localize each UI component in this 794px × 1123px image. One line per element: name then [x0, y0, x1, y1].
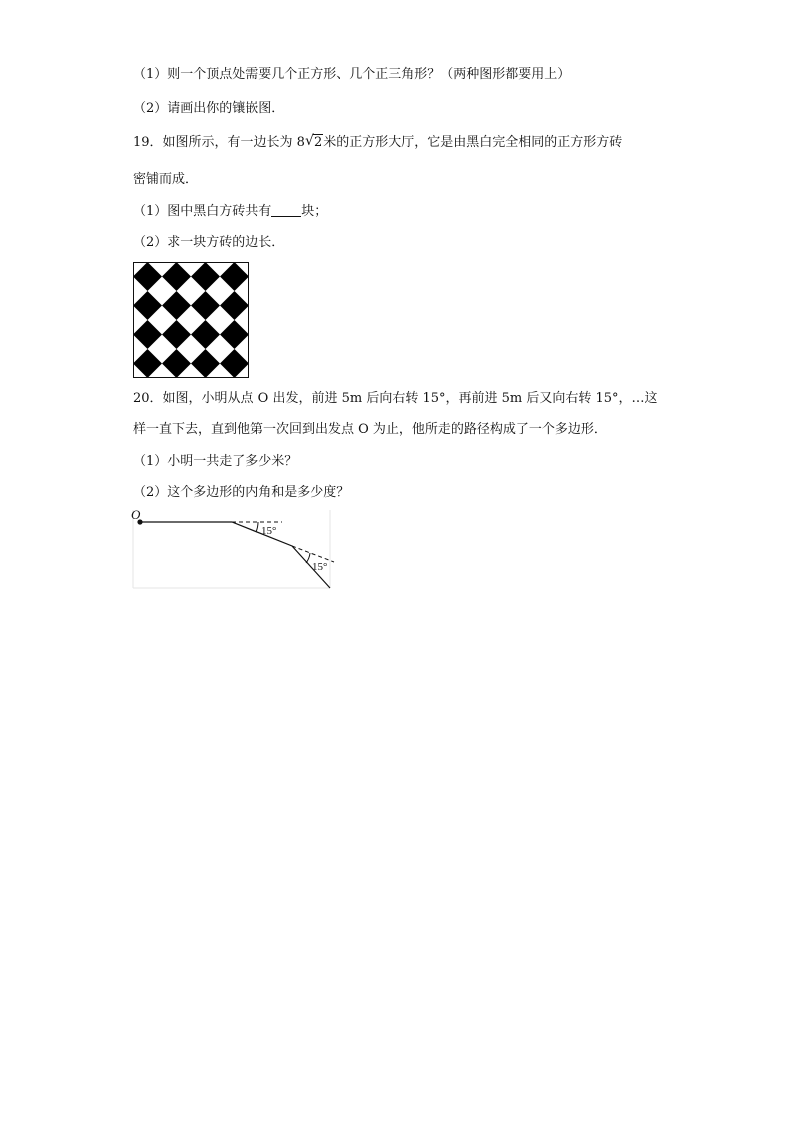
sqrt-symbol: √ 2	[304, 133, 323, 150]
black-tile	[220, 262, 249, 291]
q19-part1-b: 块；	[301, 204, 328, 219]
q20-part1: （1）小明一共走了多少米？	[133, 454, 298, 469]
black-tile	[191, 320, 220, 349]
black-tile	[191, 291, 220, 320]
angle-label-1: 15°	[261, 525, 277, 537]
answer-blank	[271, 203, 301, 217]
black-tile	[220, 320, 249, 349]
q19-statement	[133, 134, 622, 152]
black-tile	[220, 291, 249, 320]
angle-label-2: 15°	[312, 561, 328, 573]
black-tile	[162, 320, 191, 349]
black-tile	[133, 262, 162, 291]
black-tile	[133, 320, 162, 349]
q19-part1	[133, 203, 327, 221]
q20-line1: 20．如图，小明从点 O 出发，前进 5m 后向右转 15°，再前进 5m 后又向右转 15°，…这	[133, 391, 658, 406]
black-tile	[133, 349, 162, 378]
q18-part1: （1）则一个顶点处需要几个正方形、几个正三角形？（两种图形都要用上）	[133, 67, 571, 82]
q18-part2: （2）请画出你的镶嵌图．	[133, 101, 285, 116]
q19-text-a: 19．如图所示，有一边长为 8	[133, 135, 305, 150]
walk-path	[140, 522, 330, 588]
black-tile	[162, 349, 191, 378]
q19-part1-a: （1）图中黑白方砖共有	[133, 204, 272, 219]
q19-text-b: 米的正方形大厅，它是由黑白完全相同的正方形方砖	[323, 135, 623, 150]
black-tile	[162, 291, 191, 320]
q20-line2: 样一直下去，直到他第一次回到出发点 O 为止，他所走的路径构成了一个多边形．	[133, 422, 607, 437]
black-tile	[162, 262, 191, 291]
path-figure	[130, 508, 335, 590]
black-tile	[133, 291, 162, 320]
q19-part2: （2）求一块方砖的边长．	[133, 235, 285, 250]
extension-line-2	[292, 546, 334, 562]
tiling-figure	[133, 262, 249, 378]
black-tile	[191, 262, 220, 291]
q20-part2: （2）这个多边形的内角和是多少度？	[133, 485, 350, 500]
tiles-group	[133, 262, 249, 378]
black-tile	[191, 349, 220, 378]
angle-arc-1	[256, 522, 258, 532]
point-label-o: O	[131, 508, 141, 522]
black-tile	[220, 349, 249, 378]
q19-text-c: 密铺而成．	[133, 172, 199, 187]
angle-arc-2	[306, 553, 310, 563]
sqrt-radicand: 2	[313, 135, 323, 150]
